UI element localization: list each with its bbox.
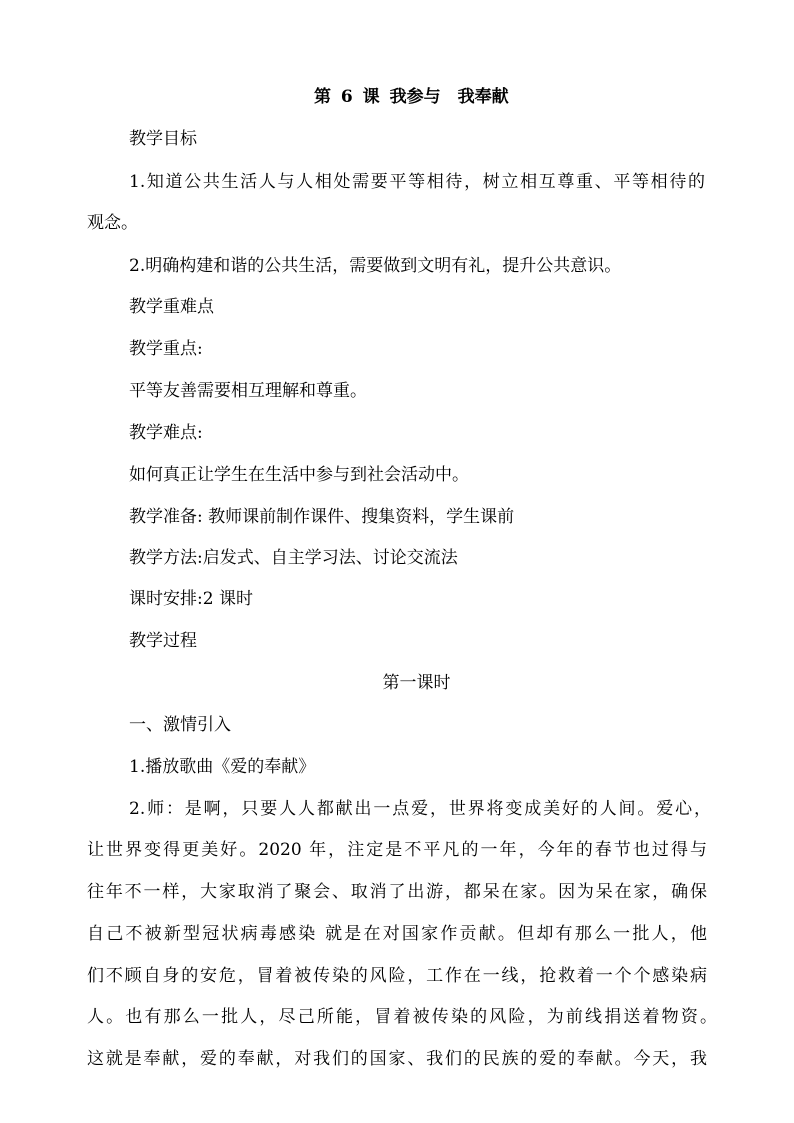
class-schedule: 课时安排:2 课时 [129, 589, 253, 609]
difficult-points-text: 如何真正让学生在生活中参与到社会活动中。 [129, 465, 469, 485]
goal-1-line-1: 1.知道公共生活人与人相处需要平等相待，树立相互尊重、平等相待的 [129, 172, 705, 192]
step-2-line: 让世界变得更美好。2020 年，注定是不平凡的一年，今年的春节也过得与 [87, 840, 707, 860]
teaching-methods: 教学方法:启发式、自主学习法、讨论交流法 [129, 548, 458, 568]
step-2-line: 自己不被新型冠状病毒感染 就是在对国家作贡献。但却有那么一批人，他 [87, 924, 707, 944]
heading-key-points: 教学重点: [129, 339, 203, 359]
section-one-heading: 一、激情引入 [129, 715, 231, 735]
goal-2: 2.明确构建和谐的公共生活，需要做到文明有礼，提升公共意识。 [129, 256, 622, 276]
heading-key-difficult-points: 教学重难点 [129, 297, 214, 317]
key-points-text: 平等友善需要相互理解和尊重。 [129, 381, 367, 401]
lesson-one-heading: 第一课时 [382, 673, 451, 693]
step-1: 1.播放歌曲《爱的奉献》 [129, 757, 316, 777]
heading-difficult-points: 教学难点: [129, 423, 203, 443]
goal-1-line-2: 观念。 [87, 213, 138, 233]
step-2-line: 们不顾自身的安危，冒着被传染的风险，工作在一线，抢救着一个个感染病 [87, 966, 707, 986]
step-2-line: 2.师：是啊，只要人人都献出一点爱，世界将变成美好的人间。爱心， [129, 799, 711, 819]
step-2-line: 往年不一样，大家取消了聚会、取消了出游，都呆在家。因为呆在家，确保 [87, 882, 707, 902]
heading-teaching-process: 教学过程 [129, 631, 197, 651]
heading-teaching-goals: 教学目标 [129, 129, 197, 149]
teaching-preparation: 教学准备: 教师课前制作课件、搜集资料，学生课前 [129, 507, 515, 527]
step-2-line: 人。也有那么一批人，尽己所能，冒着被传染的风险，为前线捐送着物资。 [87, 1007, 717, 1027]
step-2-line: 这就是奉献，爱的奉献，对我们的国家、我们的民族的爱的奉献。今天，我 [87, 1049, 707, 1069]
lesson-title: 第 6 课 我参与 我奉献 [314, 87, 509, 107]
